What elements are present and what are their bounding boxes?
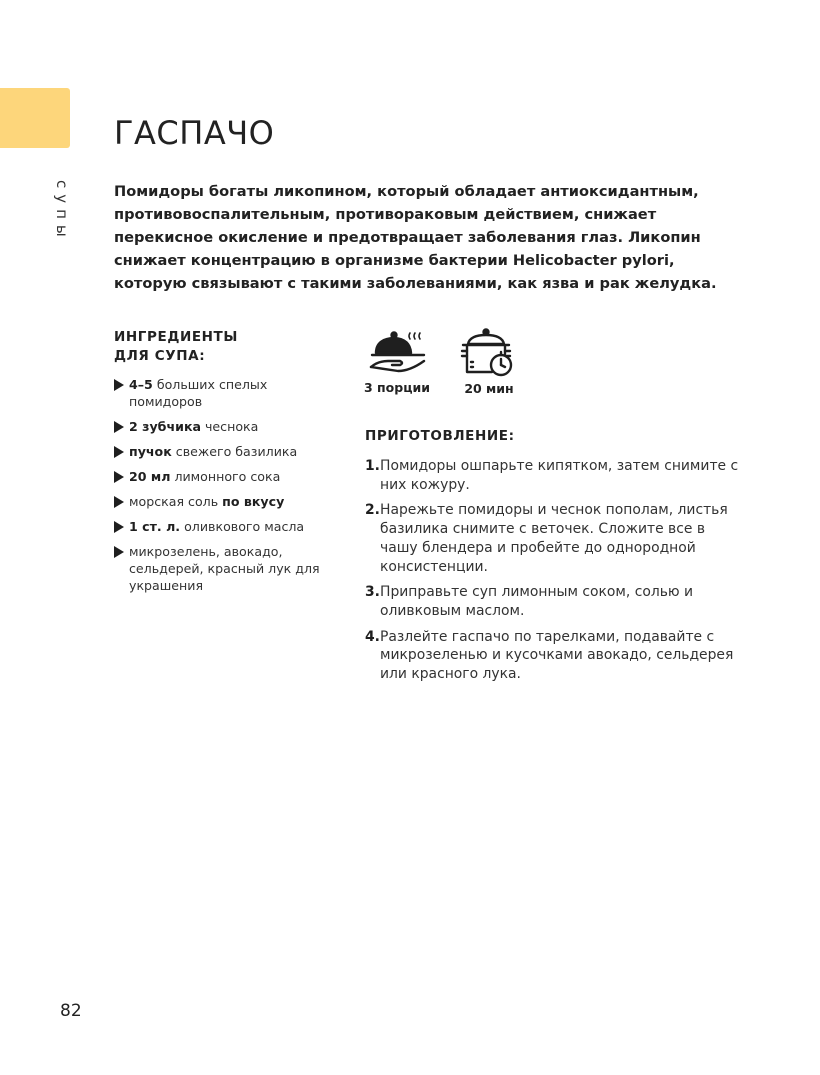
- bullet-triangle-icon: [114, 496, 124, 508]
- ingredient-item: [114, 518, 334, 535]
- section-label: супы: [53, 180, 71, 243]
- step-item: [365, 583, 745, 620]
- preparation-heading: ПРИГОТОВЛЕНИЕ:: [365, 428, 515, 444]
- step-number: 4.: [365, 628, 380, 645]
- step-number: 1.: [365, 458, 380, 474]
- ingredient-amount: 4–5: [129, 377, 153, 392]
- step-item: [365, 501, 745, 576]
- servings-label: 3 порции: [363, 380, 430, 395]
- ingredient-text: больших спелых помидоров: [129, 377, 268, 409]
- step-text: Помидоры ошпарьте кипятком, затем снимите с них кожуру.: [380, 458, 739, 493]
- bullet-triangle-icon: [114, 446, 124, 458]
- ingredient-text: оливкового масла: [180, 519, 305, 534]
- step-item: [365, 628, 745, 684]
- ingredient-item: [114, 468, 334, 485]
- recipe-title: ГАСПАЧО: [114, 114, 275, 152]
- bullet-triangle-icon: [114, 471, 124, 483]
- ingredient-text: чеснока: [200, 419, 259, 434]
- ingredient-item: [114, 376, 334, 410]
- step-text: Разлейте гаспачо по тарелками, подавайте с микрозеленью и кусочками авокадо, сельдерея или красного лука.: [380, 628, 734, 683]
- step-text: Приправьте суп лимонным соком, солью и оливковым маслом.: [380, 584, 694, 619]
- section-color-tab: [0, 88, 70, 148]
- step-number: 3.: [365, 584, 380, 601]
- step-number: 2.: [365, 502, 380, 519]
- bullet-triangle-icon: [114, 546, 124, 558]
- serving-dish-icon: [368, 327, 430, 379]
- ingredient-item: [114, 543, 334, 594]
- bullet-triangle-icon: [114, 521, 124, 533]
- ingredient-amount: пучок: [129, 444, 172, 459]
- pot-timer-icon: [460, 326, 518, 382]
- ingredient-item: [114, 443, 334, 460]
- time-label: 20 мин: [464, 381, 514, 396]
- preparation-steps: [365, 457, 745, 691]
- step-text: Нарежьте помидоры и чеснок пополам, листья базилика снимите с веточек. Сложите все в чашу блендера и пробейте до однородной консистенции.: [380, 502, 728, 575]
- ingredient-item: [114, 418, 334, 435]
- ingredients-list: [114, 376, 334, 602]
- ingredients-heading-line1: ИНГРЕДИЕНТЫ: [114, 329, 238, 345]
- ingredient-text: морская соль: [129, 494, 223, 509]
- ingredient-text: свежего базилика: [171, 444, 298, 459]
- ingredient-amount: по вкусу: [222, 494, 285, 509]
- ingredient-text: лимонного сока: [170, 469, 281, 484]
- ingredient-amount: 2 зубчика: [129, 419, 201, 434]
- ingredients-heading: [114, 328, 314, 366]
- ingredient-text: микрозелень, авокадо, сельдерей, красный лук для украшения: [129, 544, 320, 593]
- bullet-triangle-icon: [114, 421, 124, 433]
- ingredient-amount: 20 мл: [129, 469, 171, 484]
- ingredient-amount: 1 ст. л.: [129, 519, 181, 534]
- recipe-intro: Помидоры богаты ликопином, который обладает антиоксидантным, противовоспалительным, противораковым действием, снижает перекисное окисление и предотвращает заболевания глаз. Ликопин снижает концентрацию в организме бактерии Helicobacter pylori, которую связывают с такими заболеваниями, как язва и рак желудка.: [114, 183, 717, 292]
- ingredient-item: [114, 493, 334, 510]
- bullet-triangle-icon: [114, 379, 124, 391]
- page-number: 82: [60, 1001, 82, 1021]
- ingredients-heading-line2: ДЛЯ СУПА:: [114, 348, 206, 364]
- step-item: [365, 457, 745, 494]
